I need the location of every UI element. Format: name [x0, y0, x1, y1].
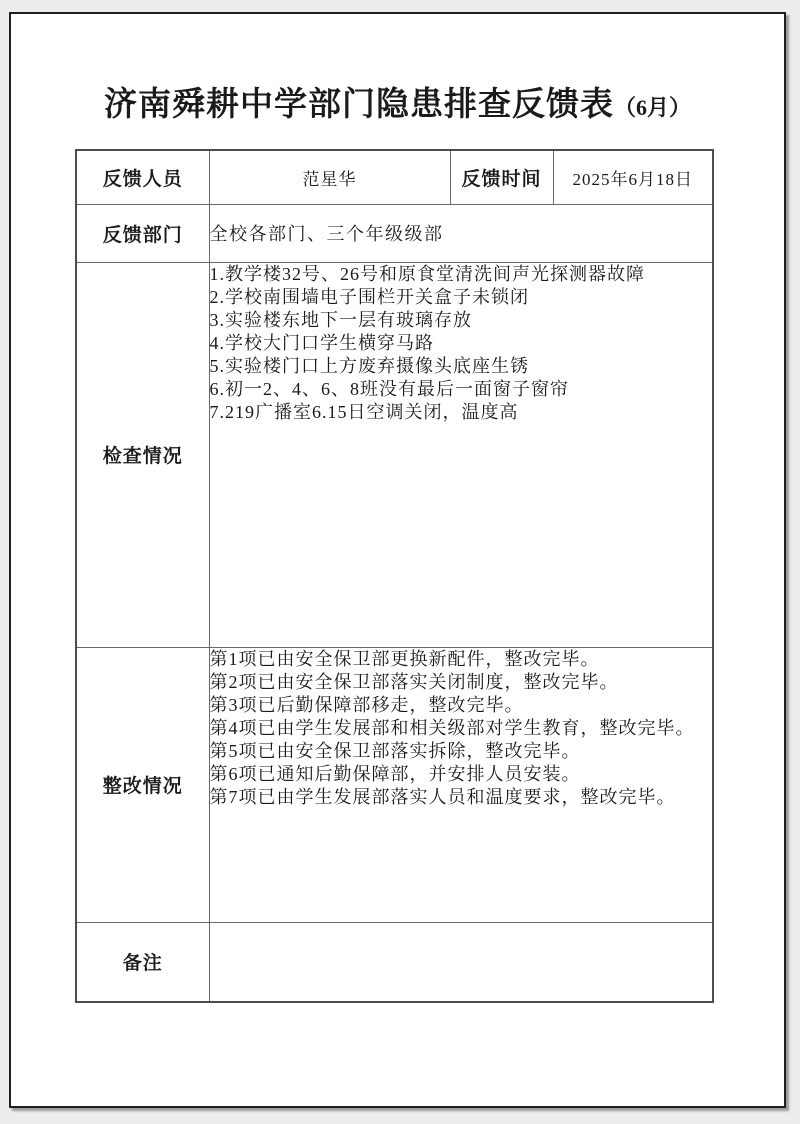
rectification-label: 整改情况	[76, 647, 209, 922]
feedback-person-label: 反馈人员	[76, 150, 209, 204]
text-line: 第4项已由学生发展部和相关级部对学生教育，整改完毕。	[209, 717, 695, 738]
text-line: 5.实验楼门口上方废弃摄像头底座生锈	[209, 355, 529, 376]
remarks-value	[209, 922, 713, 1002]
feedback-department-value: 全校各部门、三个年级级部	[209, 204, 713, 262]
text-line: 第1项已由安全保卫部更换新配件，整改完毕。	[209, 648, 600, 669]
feedback-form-table	[75, 149, 714, 1003]
inspection-items	[209, 262, 713, 647]
text-line: 7.219广播室6.15日空调关闭，温度高	[209, 401, 519, 422]
table-row-inspection	[76, 262, 713, 647]
text-line: 1.教学楼32号、26号和原食堂清洗间声光探测器故障	[209, 263, 645, 284]
feedback-person-value: 范星华	[209, 150, 450, 204]
table-row-rectification	[76, 647, 713, 922]
text-line: 6.初一2、4、6、8班没有最后一面窗子窗帘	[209, 378, 569, 399]
remarks-label: 备注	[76, 922, 209, 1002]
text-line: 3.实验楼东地下一层有玻璃存放	[209, 309, 472, 330]
text-line: 第2项已由安全保卫部落实关闭制度，整改完毕。	[209, 671, 619, 692]
page-title	[11, 86, 784, 127]
feedback-time-label: 反馈时间	[450, 150, 553, 204]
text-line: 4.学校大门口学生横穿马路	[209, 332, 434, 353]
document-page	[9, 12, 786, 1108]
feedback-department-label: 反馈部门	[76, 204, 209, 262]
feedback-time-value: 2025年6月18日	[553, 150, 713, 204]
table-row-feedback-department	[76, 204, 713, 262]
text-line: 2.学校南围墙电子围栏开关盒子未锁闭	[209, 286, 529, 307]
text-line: 第6项已通知后勤保障部，并安排人员安装。	[209, 763, 581, 784]
text-line: 第7项已由学生发展部落实人员和温度要求，整改完毕。	[209, 786, 676, 807]
text-line: 第3项已后勤保障部移走，整改完毕。	[209, 694, 524, 715]
page-title-main: 济南舜耕中学部门隐患排查反馈表	[103, 87, 614, 123]
rectification-items	[209, 647, 713, 922]
inspection-label: 检查情况	[76, 262, 209, 647]
text-line: 第5项已由安全保卫部落实拆除，整改完毕。	[209, 740, 581, 761]
table-row-feedback-person	[76, 150, 713, 204]
page-title-month-suffix: （6月）	[613, 95, 691, 120]
table-row-remarks	[76, 922, 713, 1002]
